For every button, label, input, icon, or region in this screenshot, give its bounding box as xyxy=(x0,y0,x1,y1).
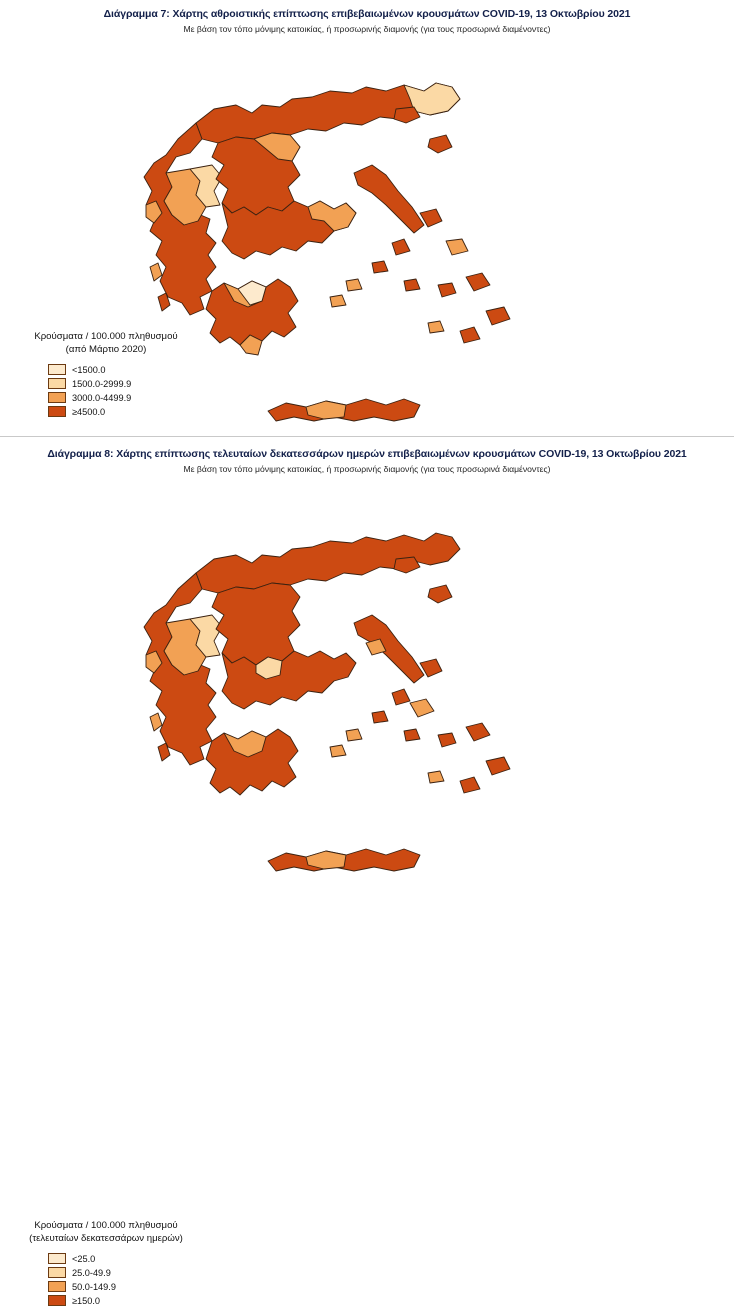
figure-8-subtitle: Με βάση τον τόπο μόνιμης κατοικίας, ή προσωρινής διαμονής (για τους προσωρινά διαμένοντες) xyxy=(183,464,551,475)
legend-title-line2: (τελευταίων δεκατεσσάρων ημερών) xyxy=(29,1232,183,1244)
legend-item xyxy=(48,363,204,377)
legend-swatch-class2 xyxy=(48,1267,66,1278)
legend-swatch-class1 xyxy=(48,1253,66,1264)
legend-swatch-class2 xyxy=(48,378,66,389)
figure-7-legend xyxy=(8,331,204,419)
legend-label-class3: 50.0-149.9 xyxy=(72,1281,116,1292)
legend-label-class2: 1500.0-2999.9 xyxy=(72,378,132,389)
legend-swatch-class3 xyxy=(48,1281,66,1292)
legend-item xyxy=(48,377,204,391)
legend-item xyxy=(48,1266,204,1280)
legend-title xyxy=(8,331,204,357)
legend-items xyxy=(48,363,204,419)
legend-label-class4: ≥4500.0 xyxy=(72,406,106,417)
figure-8-title: Διάγραμμα 8: Χάρτης επίπτωσης τελευταίων δεκατεσσάρων ημερών επιβεβαιωμένων κρουσμάτων COVID-19, 13 Οκτωβρίου 2021 xyxy=(47,448,687,460)
legend-item xyxy=(48,391,204,405)
legend-items xyxy=(48,1252,204,1308)
legend-title-line1: Κρούσματα / 100.000 πληθυσμού xyxy=(34,1219,178,1231)
legend-item xyxy=(48,405,204,419)
legend-swatch-class4 xyxy=(48,406,66,417)
legend-label-class3: 3000.0-4499.9 xyxy=(72,392,132,403)
figure-7-title: Διάγραμμα 7: Χάρτης αθροιστικής επίπτωσης επιβεβαιωμένων κρουσμάτων COVID-19, 13 Οκτωβρίου 2021 xyxy=(103,8,631,20)
figure-8-map xyxy=(0,475,734,1306)
legend-title xyxy=(8,1220,204,1246)
legend-item xyxy=(48,1252,204,1266)
figure-7 xyxy=(0,8,734,425)
greece-map-8 xyxy=(0,475,734,875)
legend-label-class2: 25.0-49.9 xyxy=(72,1267,111,1278)
figure-8-legend xyxy=(8,1220,204,1308)
legend-item xyxy=(48,1294,204,1308)
legend-label-class4: ≥150.0 xyxy=(72,1295,101,1306)
legend-swatch-class1 xyxy=(48,364,66,375)
legend-label-class1: <25.0 xyxy=(72,1253,96,1264)
legend-item xyxy=(48,1280,204,1294)
legend-swatch-class3 xyxy=(48,392,66,403)
legend-label-class1: <1500.0 xyxy=(72,364,106,375)
legend-title-line2: (από Μάρτιο 2020) xyxy=(65,343,147,355)
figure-8 xyxy=(0,448,734,1306)
figure-7-map xyxy=(0,35,734,425)
figure-divider xyxy=(0,436,734,437)
legend-swatch-class4 xyxy=(48,1295,66,1306)
legend-title-line1: Κρούσματα / 100.000 πληθυσμού xyxy=(34,330,178,342)
figure-7-subtitle: Με βάση τον τόπο μόνιμης κατοικίας, ή προσωρινής διαμονής (για τους προσωρινά διαμένοντες) xyxy=(183,24,551,35)
